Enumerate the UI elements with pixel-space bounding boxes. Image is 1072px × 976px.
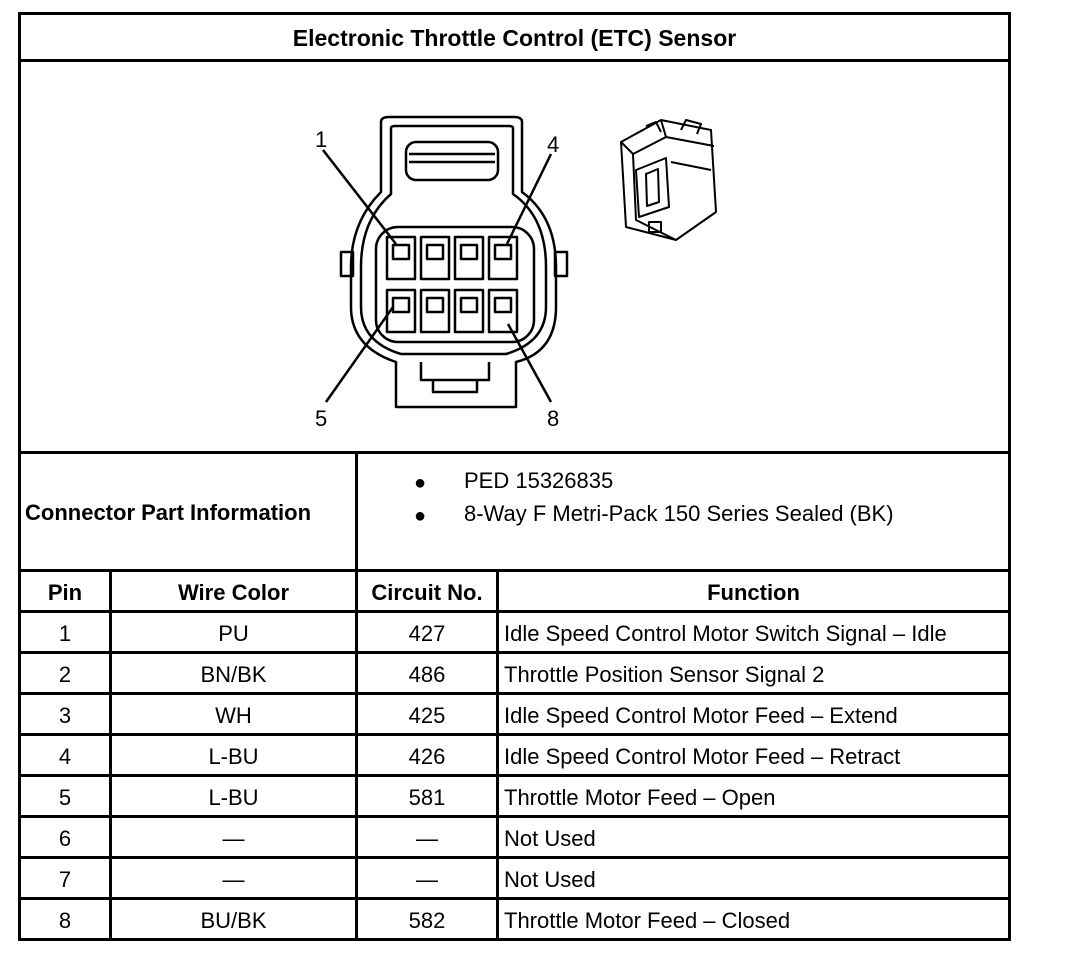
wire-color-cell: BN/BK <box>200 662 267 687</box>
connector-diagram <box>21 62 1008 451</box>
divider <box>109 569 112 938</box>
divider <box>21 856 1008 859</box>
leader-pin-1 <box>323 150 396 244</box>
wire-color-cell: PU <box>218 621 249 646</box>
pin-cell: 7 <box>58 867 72 892</box>
leader-pin-5 <box>326 307 393 402</box>
divider <box>355 451 358 569</box>
header-wire-color: Wire Color <box>177 580 290 605</box>
table-row <box>21 736 1008 777</box>
callout-5: 5 <box>315 406 328 431</box>
bullet-dot: ● <box>414 472 427 494</box>
circuit-no-cell: 486 <box>408 662 446 687</box>
table-row <box>21 695 1008 736</box>
divider <box>21 610 1008 613</box>
function-cell: Not Used <box>504 867 596 892</box>
pin-cell: 1 <box>58 621 72 646</box>
function-cell: Idle Speed Control Motor Feed – Extend <box>504 703 898 728</box>
table-row <box>21 654 1008 695</box>
table-row <box>21 777 1008 818</box>
divider <box>21 733 1008 736</box>
wire-color-cell: L-BU <box>208 744 259 769</box>
wire-color-cell: L-BU <box>208 785 259 810</box>
circuit-no-cell: 427 <box>408 621 446 646</box>
divider <box>21 815 1008 818</box>
connector-sheet <box>18 12 1011 941</box>
divider <box>21 451 1008 454</box>
callout-8: 8 <box>547 406 560 431</box>
function-cell: Throttle Motor Feed – Open <box>504 785 776 810</box>
pin-cell: 4 <box>58 744 72 769</box>
wire-color-cell: — <box>222 867 245 892</box>
header-circuit-no: Circuit No. <box>371 580 483 605</box>
divider <box>21 692 1008 695</box>
header-pin: Pin <box>47 580 83 605</box>
function-cell: Throttle Position Sensor Signal 2 <box>504 662 825 687</box>
divider <box>496 569 499 938</box>
wire-color-cell: BU/BK <box>200 908 267 933</box>
leader-pin-8 <box>508 324 551 402</box>
pin-cavities-bottom <box>387 290 517 332</box>
pin-cavities-top <box>387 237 517 279</box>
divider <box>21 774 1008 777</box>
pin-cell: 8 <box>58 908 72 933</box>
function-cell: Idle Speed Control Motor Switch Signal – Idle <box>504 621 947 646</box>
pin-cell: 6 <box>58 826 72 851</box>
function-cell: Throttle Motor Feed – Closed <box>504 908 791 933</box>
table-row <box>21 818 1008 859</box>
connector-perspective-view <box>621 120 716 240</box>
divider <box>21 651 1008 654</box>
divider <box>21 897 1008 900</box>
header-function: Function <box>707 580 800 605</box>
pin-cell: 3 <box>58 703 72 728</box>
circuit-no-cell: 426 <box>408 744 446 769</box>
part-info-item: 8-Way F Metri-Pack 150 Series Sealed (BK) <box>464 501 894 526</box>
callout-4: 4 <box>547 132 560 157</box>
circuit-no-cell: 425 <box>408 703 446 728</box>
pin-cell: 2 <box>58 662 72 687</box>
divider <box>355 569 358 938</box>
table-row <box>21 900 1008 941</box>
callout-1: 1 <box>315 127 328 152</box>
function-cell: Idle Speed Control Motor Feed – Retract <box>504 744 901 769</box>
connector-part-info-label: Connector Part Information <box>25 500 312 525</box>
circuit-no-cell: — <box>416 826 438 851</box>
wire-color-cell: WH <box>215 703 252 728</box>
part-info-item: PED 15326835 <box>464 468 614 493</box>
connector-housing-outline <box>351 117 556 407</box>
table-row <box>21 613 1008 654</box>
table-header-row <box>21 572 1008 613</box>
bullet-dot: ● <box>414 505 427 527</box>
function-cell: Not Used <box>504 826 596 851</box>
table-row <box>21 859 1008 900</box>
circuit-no-cell: — <box>416 867 438 892</box>
circuit-no-cell: 581 <box>408 785 446 810</box>
circuit-no-cell: 582 <box>408 908 446 933</box>
wire-color-cell: — <box>222 826 245 851</box>
page-title: Electronic Throttle Control (ETC) Sensor <box>292 25 737 51</box>
pin-cell: 5 <box>58 785 72 810</box>
